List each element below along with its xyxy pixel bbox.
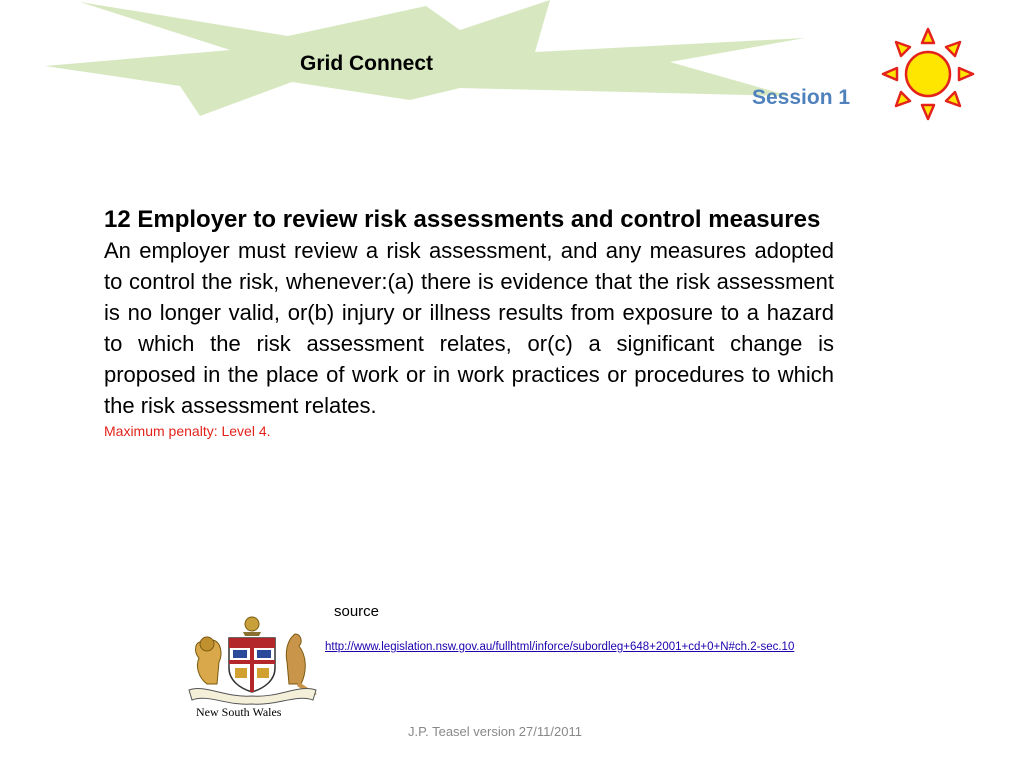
content-block	[104, 204, 834, 441]
sun-icon	[880, 26, 976, 122]
source-label: source	[334, 603, 380, 620]
footer-version: J.P. Teasel version 27/11/2011	[408, 724, 582, 739]
banner-title: Grid Connect	[300, 52, 434, 75]
section-heading: 12 Employer to review risk assessments and control measures	[104, 206, 821, 233]
source-link[interactable]: http://www.legislation.nsw.gov.au/fullhtml/inforce/subordleg+648+2001+cd+0+N#ch.2-sec.10	[325, 641, 795, 653]
penalty-note: Maximum penalty: Level 4.	[104, 423, 271, 439]
section-body: An employer must review a risk assessment, and any measures adopted to control the risk, whenever:(a) there is evidence that the risk assessment is no longer valid, or(b) injury or illness results from exposure to a hazard to which the risk assessment relates, or(c) a significant change is proposed in the place of work or in work practices or procedures to which the risk assessment relates.	[104, 238, 834, 418]
nsw-coat-of-arms-icon	[185, 612, 320, 708]
crest-caption: New South Wales	[196, 705, 282, 719]
session-label: Session 1	[752, 86, 851, 109]
